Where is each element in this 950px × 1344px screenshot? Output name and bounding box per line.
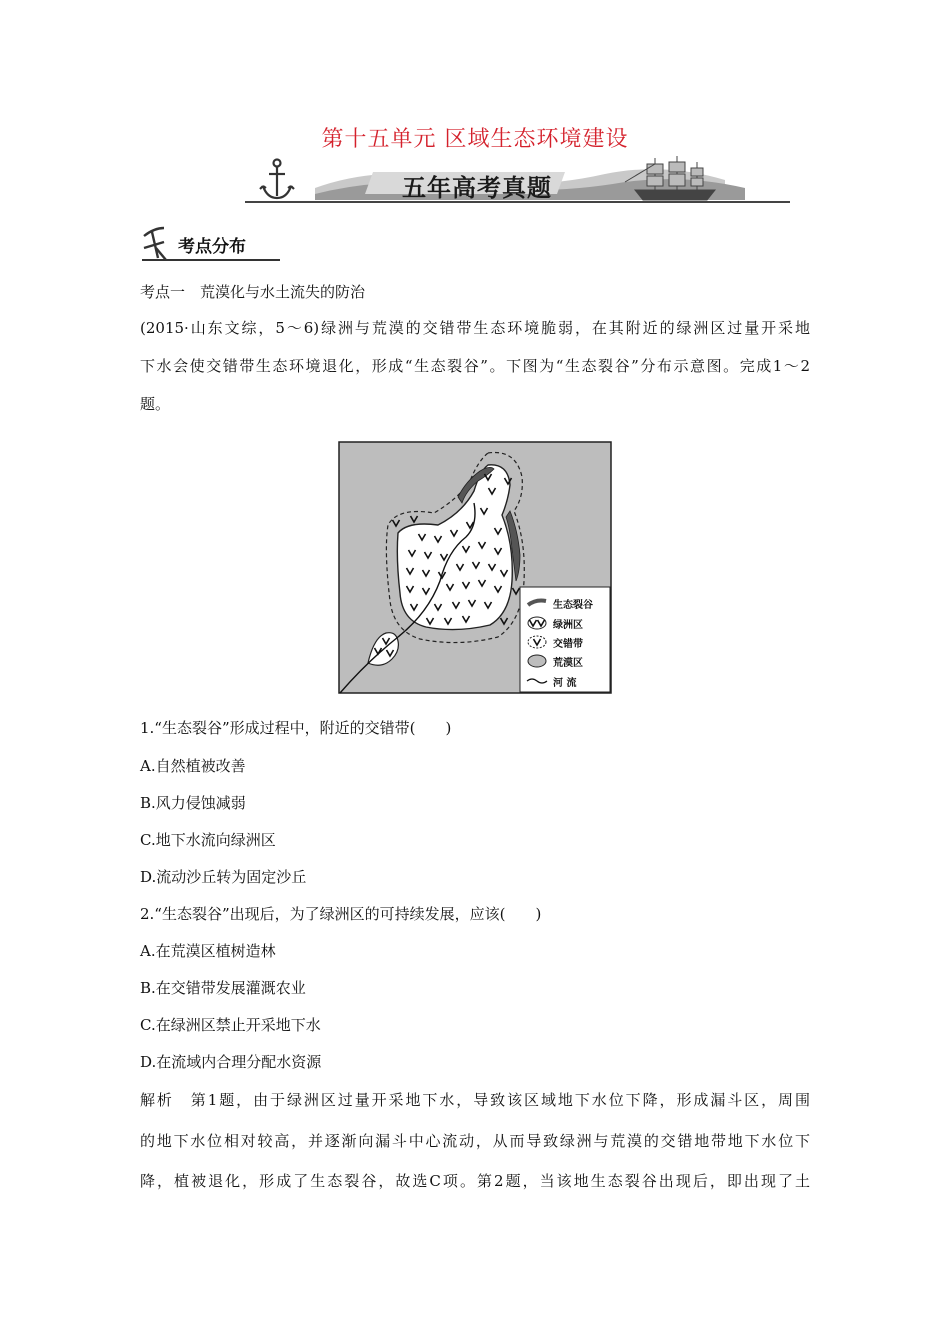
legend-label: 绿洲区 [553,620,583,631]
option-d: D.流动沙丘转为固定沙丘 [140,868,307,886]
legend-label: 河 流 [553,678,577,689]
option-a: A.自然植被改善 [140,757,246,775]
option-b: B.风力侵蚀减弱 [140,794,246,812]
legend-label: 生态裂谷 [553,600,593,611]
legend-label: 荒漠区 [553,658,583,669]
analysis-line: 解析 第1题，由于绿洲区过量开采地下水，导致该区域地下水位下降，形成漏斗区，周围 [140,1091,810,1109]
intro-line: (2015·山东文综，5～6)绿洲与荒漠的交错带生态环境脆弱，在其附近的绿洲区过量开采地 [140,319,810,337]
topic-heading: 考点一 荒漠化与水土流失的防治 [140,283,366,301]
ecological-rift-map [338,441,612,694]
section-header [140,222,290,264]
question-stem: 2.“生态裂谷”出现后，为了绿洲区的可持续发展，应该( ) [140,905,542,923]
intro-line: 题。 [140,395,171,413]
anchor-icon [260,160,294,199]
option-d: D.在流域内合理分配水资源 [140,1053,322,1071]
desert-swatch [528,655,546,667]
option-c: C.在绿洲区禁止开采地下水 [140,1016,321,1034]
option-b: B.在交错带发展灌溉农业 [140,979,306,997]
analysis-line: 的地下水位相对较高，并逐渐向漏斗中心流动，从而导致绿洲与荒漠的交错地带地下水位下 [140,1132,810,1150]
intro-line: 下水会使交错带生态环境退化，形成“生态裂谷”。下图为“生态裂谷”分布示意图。完成1～2 [140,357,810,375]
analysis-line: 降，植被退化，形成了生态裂谷，故选C项。第2题，当该地生态裂谷出现后，即出现了土 [140,1172,810,1190]
section-label: 考点分布 [178,237,246,257]
option-a: A.在荒漠区植树造林 [140,942,276,960]
question-stem: 1.“生态裂谷”形成过程中，附近的交错带( ) [140,719,452,737]
banner-text: 五年高考真题 [402,174,552,202]
exam-banner [245,152,790,204]
unit-title: 第十五单元 区域生态环境建设 [321,127,629,152]
legend-label: 交错带 [553,639,583,650]
archer-icon [144,228,166,260]
option-c: C.地下水流向绿洲区 [140,831,276,849]
